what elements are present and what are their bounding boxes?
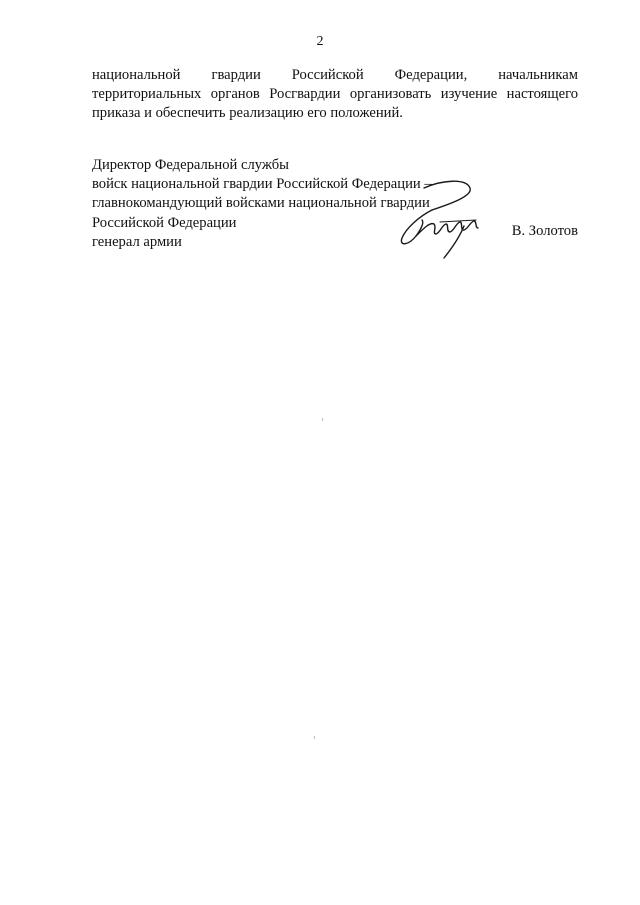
page-number: 2: [316, 34, 324, 49]
signatory-title-line-4: Российской Федерации: [92, 214, 237, 231]
paragraph-text: [92, 66, 578, 123]
signatory-title-line-1: Директор Федеральной службы: [92, 157, 289, 173]
signatory-title-line-2: войск национальной гвардии Российской Федерации –: [92, 176, 432, 193]
paragraph-first-line: национальной гвардии Российской Федерации, начальникам: [92, 67, 578, 83]
signer-name: В. Золотов: [511, 223, 578, 239]
signatory-title-line-3: главнокомандующий войсками национальной гвардии: [92, 195, 430, 212]
signatory-rank: генерал армии: [92, 233, 182, 250]
scan-speck: [322, 418, 323, 421]
order-paragraph: [92, 66, 578, 123]
handwritten-signature: [380, 170, 500, 270]
paragraph-continuation: территориальных органов Росгвардии организовать изучение настоящего приказа и обеспечить реализацию его положений.: [92, 86, 578, 121]
scan-speck: [314, 736, 315, 739]
